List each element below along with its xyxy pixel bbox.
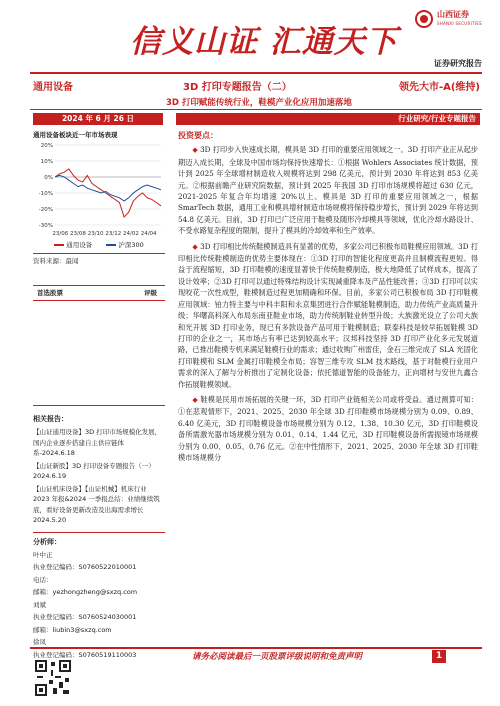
main-content: [178, 130, 478, 463]
logo-sub: SHANXI SECURITIES: [436, 21, 482, 26]
analyst-line[interactable]: 邮箱：liubin3@sxzq.com: [33, 625, 112, 634]
y-tick-label: 10%: [40, 159, 53, 165]
x-tick-label: 24/04: [140, 231, 157, 237]
left-sidebar: [33, 130, 165, 661]
industry-name: 通用设备: [33, 82, 73, 93]
x-tick-label: 24/02: [123, 231, 139, 237]
analyst-title: 分析师：: [33, 537, 61, 546]
legend-item: 沪深300: [106, 240, 144, 249]
diamond-bullet-icon: ◆: [192, 242, 198, 251]
footer-disclaimer: 请务必阅读最后一页股票评级说明和免责声明: [192, 652, 363, 662]
qr-code-icon: [33, 658, 73, 698]
y-tick-label: -30%: [38, 223, 53, 229]
x-tick-label: 23/06: [52, 231, 69, 237]
y-tick-label: -20%: [38, 207, 53, 213]
rating-col-header: 评级: [144, 289, 157, 297]
chart-title: 通用设备板块近一年市场表现: [33, 131, 118, 139]
analyst-line: 叶中正: [33, 550, 53, 559]
analyst-line: 执业登记编码：S0760522010001: [33, 563, 137, 571]
analyst-line: 电话：: [33, 575, 53, 584]
analyst-section: [33, 532, 165, 662]
title-row: [33, 78, 480, 94]
report-title: 3D 打印专题报告（二）: [183, 82, 292, 93]
chart-legend: [33, 240, 165, 249]
diamond-bullet-icon: ◆: [192, 146, 198, 155]
y-tick-label: 20%: [40, 143, 53, 149]
paragraph-2: ◆ 3D 打印相比传统鞋模制造具有显著的优势，多家公司已积极布局鞋模应用领域。3D 打印相比传统鞋模制造的优势主要体现在：①3D 打印的智能化程度更高并且制模流程更短。得益于流程缩短，3D 打印鞋模的速度显著快于传统鞋模制造，极大地降低了试样成本，提高了设计效率；②3D 打印可以通过特殊结构设计实现减重降本及产品性能改善；③3D 打印可以实现咬花一次性成型，鞋模制造过程更加精确和环保。目前，多家公司已积极布局 3D 打印鞋模应用领域：铂力特主要与中科丰阳和永京集团进行合作赋能鞋模制造，助力传统产业高质量升级；华曙高科深入布局东南亚鞋业市场，助力传统制鞋业转型升级；大族激光设立了公司大族和光开展 3D 打印业务，现已有多款设备产品可用于鞋模制造；联泰科技是较早拓展鞋模 3D 打印的企业之一，其市场占有率已达到较高水平；汉邦科技坚持 3D 打印产业化多元发展道路，已推出鞋模专机来满足鞋模行业的需求；通过收购广州雷佳，金石三维完成了 SLA 光固化打印鞋模和 SLM 金属打印鞋模全布局；容智三维专攻 SLM 技术路线，基于对鞋模行业用户需求的深入了解与分析推出了定制化设备；依托德道智能的设备能力，正向增材与安世九鑫合作拓展鞋模领域。: [178, 241, 478, 389]
logo-name: 山西证券: [436, 10, 469, 19]
stock-table-body: [33, 301, 165, 406]
logo: [415, 10, 482, 28]
analyst-line: 执业登记编码：S0760519110003: [33, 650, 137, 659]
analyst-list: [33, 549, 165, 662]
y-tick-label: -10%: [38, 191, 53, 197]
header-rule: [30, 72, 482, 74]
paragraph-1: ◆ 3D 打印步入快速成长期，模具是 3D 打印的重要应用领域之一。3D 打印产业正从起步期迈入成长期，全球及中国市场均保持快速增长：①根据 Wohlers Associates 统计数据，预计到 2025 年全球增材制造收入规模将达到 298 亿美元，预计到 2030 年将达到 853 亿美元。②根据前瞻产业研究院数据，预计到 2025 年我国 3D 打印市场规模将超过 630 亿元，2021-2025 年复合年均增速 20%以上。模具是 3D 打印的重要应用领域之一，根据 SmarTech 数据，通用工业和模具增材制造市场规模将保持稳步增长，预计到 2029 年将达到 54.8 亿美元。目前，3D 打印已广泛应用于鞋模及随形冷却模具等领域，优化冷却水路设计、不受水路复杂程度的限制，提升了模具的冷却效率和生产效率。: [178, 145, 478, 236]
performance-chart: [33, 141, 165, 239]
invest-title: 投资要点：: [178, 131, 218, 140]
legend-item: 通用设备: [54, 240, 92, 249]
analyst-line: 徐凤: [33, 638, 46, 646]
stock-col-header: 首选股票: [37, 289, 63, 297]
related-item[interactable]: 【山证新股】3D 打印设备专题报告（一）2024.6.19: [33, 461, 155, 480]
paragraph-3: ◆ 鞋模是民用市场拓展的关键一环，3D 打印产业链相关公司或将受益。通过测算可知：①在悲观情形下，2021、2025、2030 年全球 3D 打印鞋模市场规模分别为 0.09、0.89、6.40 亿美元，3D 打印鞋模设备市场规模分别为 0.12、1.38、10.30 亿元，3D 打印鞋模设备所需激光器市场规模分别为 0.01、0.14、1.44 亿元，3D 打印鞋模设备所需振镜市场规模分别为 0.00、0.05、0.76 亿元。②在中性情形下，2021、2025、2030 年全球 3D 打印鞋模市场规模分: [178, 394, 478, 462]
related-item[interactable]: 【山证机床设备】【山证机械】机床行业 2023 年报&2024 一季报总结：业绩继续筑底，看好设备更新改造及出海需求增长 2024.5.20: [33, 484, 160, 524]
footer-rule: [30, 647, 482, 649]
report-type: 证券研究报告: [434, 59, 482, 68]
related-item[interactable]: 【山证通用设备】3D 打印市场规模化发展，国内企业逐步搭建自主供应链体系-2024.6.18: [33, 428, 162, 457]
subtitle-rule: [30, 109, 482, 110]
report-subtitle: 3D 打印赋能传统行业，鞋模产业化应用加速落地: [166, 98, 352, 108]
x-tick-label: 23/08: [70, 231, 86, 237]
x-tick-label: 23/10: [87, 231, 104, 237]
series-line: [55, 175, 161, 201]
chart-source: 资料来源：最闻: [33, 253, 165, 265]
x-tick-label: 23/12: [105, 231, 122, 237]
analyst-line[interactable]: 邮箱：yezhongzheng@sxzq.com: [33, 588, 138, 596]
stock-table-header: [33, 285, 165, 301]
analyst-line: 执业登记编码：S0760524030001: [33, 613, 137, 621]
related-list: [33, 427, 165, 526]
report-category: 行业研究/行业专题报告: [176, 113, 480, 125]
analyst-line: 刘斌: [33, 600, 46, 609]
rating: 领先大市-A(维持): [398, 82, 480, 93]
related-title: 相关报告：: [33, 415, 68, 423]
banner-slogan: 信义山证 汇通天下: [130, 24, 398, 60]
report-date: 2024 年 6 月 26 日: [33, 113, 163, 125]
page-number: 1: [432, 650, 446, 663]
y-tick-label: 0%: [44, 175, 53, 181]
logo-mark-icon: [415, 10, 433, 28]
diamond-bullet-icon: ◆: [192, 395, 198, 404]
